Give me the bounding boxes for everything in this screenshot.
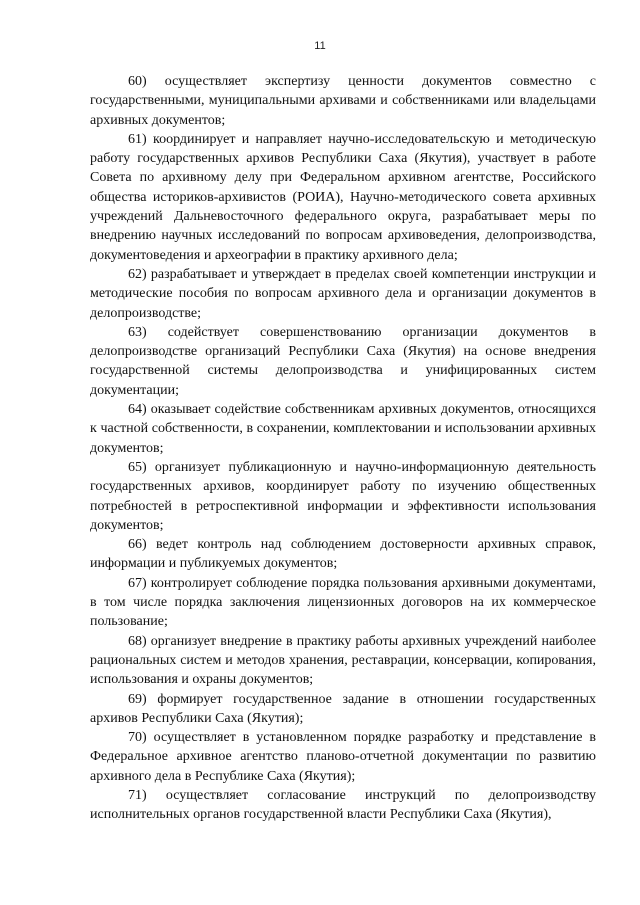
page-number: 11 bbox=[314, 40, 326, 52]
paragraph-62: 62) разрабатывает и утверждает в пределах своей компетенции инструкции и методические пособия по вопросам архивного дела и организации документов в делопроизводстве; bbox=[90, 266, 596, 321]
document-body bbox=[90, 72, 596, 825]
paragraph-64: 64) оказывает содействие собственникам архивных документов, относящихся к частной собственности, в сохранении, комплектовании и использовании архивных документов; bbox=[90, 402, 596, 456]
paragraph-67: 67) контролирует соблюдение порядка пользования архивными документами, в том числе порядка заключения лицензионных договоров на их коммерческое пользование; bbox=[90, 575, 596, 630]
paragraph-70: 70) осуществляет в установленном порядке разработку и представление в Федеральное архивное агентство планово-отчетной документации по развитию архивного дела в Республике Саха (Якутия); bbox=[90, 730, 596, 784]
paragraph-66: 66) ведет контроль над соблюдением достоверности архивных справок, информации и публикуемых документов; bbox=[90, 537, 596, 572]
paragraph-61: 61) координирует и направляет научно-исследовательскую и методическую работу государственных архивов Республики Саха (Якутия), участвует в работе Совета по архивному делу при Федеральном архивном агентстве, Российского общества историков-архивистов (РОИА), Научно-методического совета архивных учреждений Дальневосточного федерального округа, разрабатывает меры по внедрению научных исследований по вопросам архивоведения, делопроизводства, документоведения и археографии в практику архивного дела; bbox=[90, 131, 596, 263]
paragraph-63: 63) содействует совершенствованию организации документов в делопроизводстве организаций Республики Саха (Якутия) на основе внедрения государственной системы делопроизводства и унифицированных систем документации; bbox=[90, 324, 596, 398]
paragraph-71: 71) осуществляет согласование инструкций по делопроизводству исполнительных органов государственной власти Республики Саха (Якутия), bbox=[90, 787, 596, 823]
paragraph-65: 65) организует публикационную и научно-информационную деятельность государственных архивов, координирует работу по изучению общественных потребностей в ретроспективной информации и эффективности использования документов; bbox=[90, 459, 596, 533]
paragraph-69: 69) формирует государственное задание в отношении государственных архивов Республики Саха (Якутия); bbox=[90, 691, 596, 726]
paragraph-60: 60) осуществляет экспертизу ценности документов совместно с государственными, муниципальными архивами и собственниками или владельцами архивных документов; bbox=[90, 74, 596, 128]
paragraph-68: 68) организует внедрение в практику работы архивных учреждений наиболее рациональных систем и методов хранения, реставрации, консервации, копирования, использования и охраны документов; bbox=[90, 633, 596, 688]
